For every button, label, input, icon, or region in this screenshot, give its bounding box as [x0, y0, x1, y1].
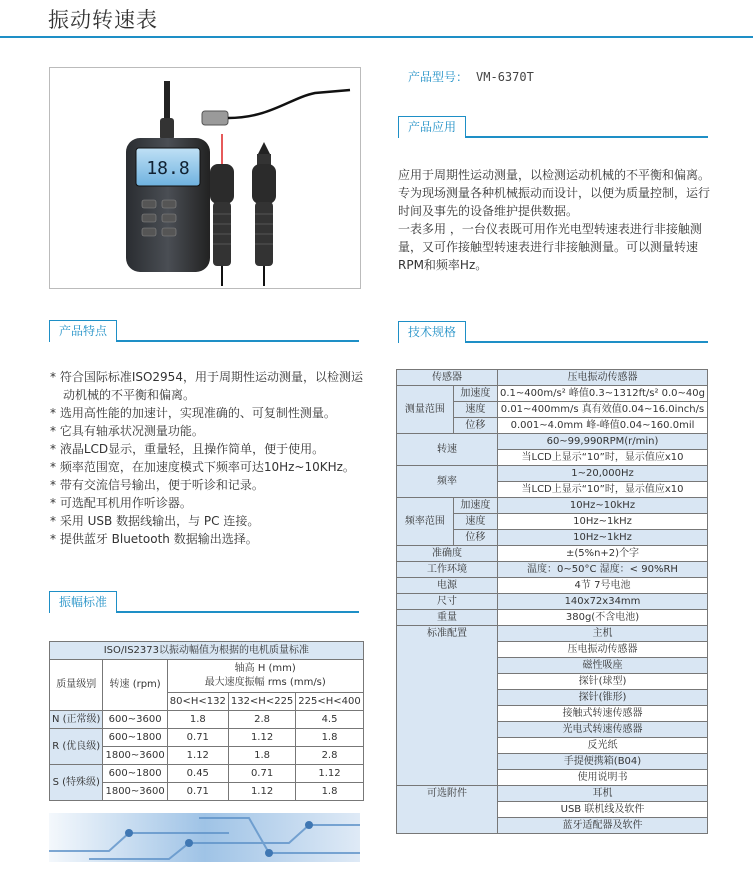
axis-height-label: 轴高 H (mm): [234, 663, 296, 674]
value-cell: 1.8: [167, 711, 228, 729]
model-label: 产品型号：: [408, 70, 469, 84]
vibration-meter-illustration: [50, 68, 360, 288]
table-row: [50, 711, 364, 729]
feature-list: [50, 368, 370, 548]
column-header: [167, 660, 363, 693]
spec-label: 工作环境: [397, 562, 498, 578]
spec-sublabel: 速度: [453, 514, 497, 530]
section-title: 产品特点: [49, 320, 117, 342]
spec-value: 1~20,000Hz: [498, 466, 708, 482]
value-cell: 1.8: [228, 747, 295, 765]
model-value: VM-6370T: [476, 70, 534, 84]
speed-cell: 600~3600: [103, 711, 167, 729]
value-cell: 0.71: [167, 783, 228, 801]
value-cell: 4.5: [296, 711, 363, 729]
value-cell: 2.8: [228, 711, 295, 729]
value-cell: 1.12: [228, 783, 295, 801]
spec-sublabel: 加速度: [453, 386, 497, 402]
feature-item: * 选用高性能的加速计，实现准确的、可复制性测量。: [50, 406, 336, 420]
spec-label: 可选附件: [397, 786, 498, 834]
grade-cell: N (正常级): [50, 711, 103, 729]
spec-value: USB 联机线及软件: [498, 802, 708, 818]
section-title: 技术规格: [398, 321, 466, 343]
feature-item: * 液晶LCD显示，重量轻，且操作简单，便于使用。: [50, 442, 325, 456]
spec-sublabel: 速度: [453, 402, 497, 418]
spec-value: 当LCD上显示“10”时，显示值应x10: [498, 482, 708, 498]
spec-sublabel: 位移: [453, 418, 497, 434]
circuit-board-graphic: [49, 813, 360, 862]
title-divider: [0, 36, 753, 38]
feature-item: * 提供蓝牙 Bluetooth 数据输出选择。: [50, 532, 258, 546]
spec-value: 140x72x34mm: [498, 594, 708, 610]
spec-label: 频率: [397, 466, 498, 498]
feature-item: * 频率范围宽，在加速度模式下频率可达10Hz~10KHz。: [50, 460, 355, 474]
spec-value: 10Hz~1kHz: [498, 514, 708, 530]
value-cell: 1.12: [296, 765, 363, 783]
value-cell: 0.71: [228, 765, 295, 783]
spec-value: 使用说明书: [498, 770, 708, 786]
spec-label: 准确度: [397, 546, 498, 562]
section-title: 产品应用: [398, 116, 466, 138]
spec-value: 压电振动传感器: [498, 642, 708, 658]
spec-sublabel: 位移: [453, 530, 497, 546]
spec-label: 标准配置: [397, 626, 498, 786]
speed-cell: 600~1800: [103, 729, 167, 747]
table-row: [50, 729, 364, 747]
value-cell: 1.8: [296, 729, 363, 747]
section-title: 振幅标准: [49, 591, 117, 613]
spec-value: ±(5%n+2)个字: [498, 546, 708, 562]
spec-value: 反光纸: [498, 738, 708, 754]
spec-value: 0.001~4.0mm 峰-峰值0.04~160.0mil: [498, 418, 708, 434]
h-range: 80<H<132: [167, 693, 228, 711]
spec-value: 压电振动传感器: [498, 370, 708, 386]
feature-item: * 带有交流信号输出，便于听诊和记录。: [50, 478, 264, 492]
spec-value: 手提便携箱(B04): [498, 754, 708, 770]
spec-value: 当LCD上显示“10”时，显示值应x10: [498, 450, 708, 466]
spec-label: 传感器: [397, 370, 498, 386]
spec-value: 耳机: [498, 786, 708, 802]
feature-item: * 可选配耳机用作听诊器。: [50, 496, 192, 510]
value-cell: 0.45: [167, 765, 228, 783]
application-text: [398, 166, 710, 274]
spec-label: 转速: [397, 434, 498, 466]
value-cell: 1.8: [296, 783, 363, 801]
column-header: 质量级别: [50, 660, 103, 711]
spec-value: 光电式转速传感器: [498, 722, 708, 738]
spec-value: 温度：0~50°C 湿度：< 90%RH: [498, 562, 708, 578]
spec-value: 10Hz~1kHz: [498, 530, 708, 546]
grade-cell: R (优良级): [50, 729, 103, 765]
spec-value: 0.1~400m/s² 峰值0.3~1312ft/s² 0.0~40g: [498, 386, 708, 402]
application-paragraph: 一表多用 ，一台仪表既可用作光电型转速表进行非接触测量，又可作接触型转速表进行非接触测量。可以测量转速RPM和频率Hz。: [398, 222, 702, 272]
application-paragraph: 应用于周期性运动测量，以检测运动机械的不平衡和偏离。专为现场测量各种机械振动而设计，以便为质量控制，运行时间及事先的设备维护提供数据。: [398, 168, 711, 218]
spec-label: 重量: [397, 610, 498, 626]
spec-value: 主机: [498, 626, 708, 642]
velocity-rms-label: 最大速度振幅 rms (mm/s): [204, 677, 326, 688]
product-image: [49, 67, 361, 289]
circuit-banner-image: [49, 813, 360, 862]
h-range: 132<H<225: [228, 693, 295, 711]
spec-value: 0.01~400mm/s 真有效值0.04~16.0inch/s: [498, 402, 708, 418]
section-amplitude-header: [49, 591, 359, 613]
column-header: 转速 (rpm): [103, 660, 167, 711]
spec-label: 电源: [397, 578, 498, 594]
meter-lcd-reading: 18.8: [146, 158, 190, 179]
model-number: [408, 68, 534, 85]
value-cell: 1.12: [167, 747, 228, 765]
spec-value: 4节 7号电池: [498, 578, 708, 594]
spec-value: 10Hz~10kHz: [498, 498, 708, 514]
spec-value: 磁性吸座: [498, 658, 708, 674]
value-cell: 2.8: [296, 747, 363, 765]
feature-item: * 它具有轴承状况测量功能。: [50, 424, 204, 438]
speed-cell: 600~1800: [103, 765, 167, 783]
spec-label: 测量范围: [397, 386, 454, 434]
table-row: [50, 765, 364, 783]
feature-item: * 采用 USB 数据线输出，与 PC 连接。: [50, 514, 260, 528]
value-cell: 1.12: [228, 729, 295, 747]
grade-cell: S (特殊级): [50, 765, 103, 801]
page-title: 振动转速表: [48, 8, 158, 32]
spec-value: 蓝牙适配器及软件: [498, 818, 708, 834]
h-range: 225<H<400: [296, 693, 363, 711]
spec-label: 尺寸: [397, 594, 498, 610]
spec-label: 频率范围: [397, 498, 454, 546]
amplitude-table: [49, 641, 364, 801]
spec-value: 380g(不含电池): [498, 610, 708, 626]
spec-value: 探针(锥形): [498, 690, 708, 706]
specs-table: [396, 369, 708, 834]
spec-value: 探针(球型): [498, 674, 708, 690]
feature-item: * 符合国际标准ISO2954，用于周期性运动测量，以检测运动机械的不平衡和偏离。: [50, 370, 363, 402]
section-specs-header: [398, 321, 708, 343]
section-features-header: [49, 320, 359, 342]
speed-cell: 1800~3600: [103, 783, 167, 801]
spec-value: 60~99,990RPM(r/min): [498, 434, 708, 450]
spec-sublabel: 加速度: [453, 498, 497, 514]
value-cell: 0.71: [167, 729, 228, 747]
speed-cell: 1800~3600: [103, 747, 167, 765]
spec-value: 接触式转速传感器: [498, 706, 708, 722]
section-application-header: [398, 116, 708, 138]
table-caption: ISO/IS2373以振动幅值为根据的电机质量标准: [50, 642, 364, 660]
